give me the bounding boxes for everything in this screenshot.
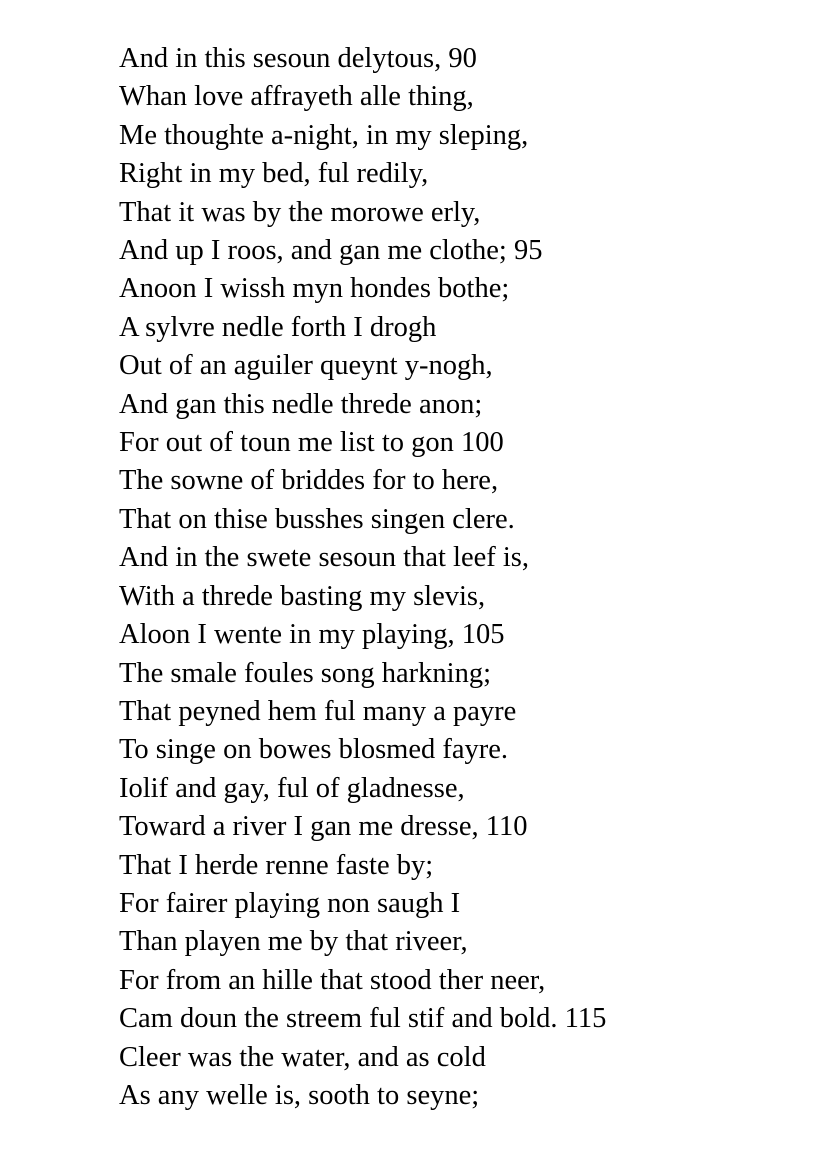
poem-line: That on thise busshes singen clere. — [119, 503, 515, 535]
poem-line: Cleer was the water, and as cold — [119, 1041, 486, 1073]
poem-line: Aloon I wente in my playing, 105 — [119, 619, 505, 651]
poem-line: That I herde renne faste by; — [119, 849, 434, 881]
poem-line: And gan this nedle threde anon; — [119, 388, 483, 420]
poem-line: Anoon I wissh myn hondes bothe; — [119, 273, 510, 305]
poem-line: For fairer playing non saugh I — [119, 887, 461, 919]
poem-line: Iolif and gay, ful of gladnesse, — [119, 772, 465, 804]
poem-text — [119, 40, 606, 1115]
poem-line: For from an hille that stood ther neer, — [119, 964, 546, 996]
poem-line: For out of toun me list to gon 100 — [119, 427, 504, 459]
poem-line: And up I roos, and gan me clothe; 95 — [119, 235, 543, 267]
poem-line: To singe on bowes blosmed fayre. — [119, 734, 509, 766]
poem-line: Whan love affrayeth alle thing, — [119, 81, 474, 113]
poem-line: With a threde basting my slevis, — [119, 580, 486, 612]
poem-line: And in this sesoun delytous, 90 — [119, 43, 477, 74]
poem-line: That peyned hem ful many a payre — [119, 695, 517, 727]
poem-line: That it was by the morowe erly, — [119, 196, 481, 228]
poem-line: And in the swete sesoun that leef is, — [119, 542, 529, 574]
poem-line: Me thoughte a-night, in my sleping, — [119, 119, 529, 151]
poem-line: Right in my bed, ful redily, — [119, 158, 429, 190]
poem-line: Out of an aguiler queynt y-nogh, — [119, 350, 493, 382]
poem-line: Than playen me by that riveer, — [119, 926, 468, 958]
poem-line: The sowne of briddes for to here, — [119, 465, 499, 497]
poem-line: As any welle is, sooth to seyne; — [119, 1079, 480, 1111]
poem-line: The smale foules song harkning; — [119, 657, 492, 689]
poem-line: Toward a river I gan me dresse, 110 — [119, 811, 528, 843]
poem-line: A sylvre nedle forth I drogh — [119, 311, 437, 343]
poem-line: Cam doun the streem ful stif and bold. 115 — [119, 1003, 607, 1035]
